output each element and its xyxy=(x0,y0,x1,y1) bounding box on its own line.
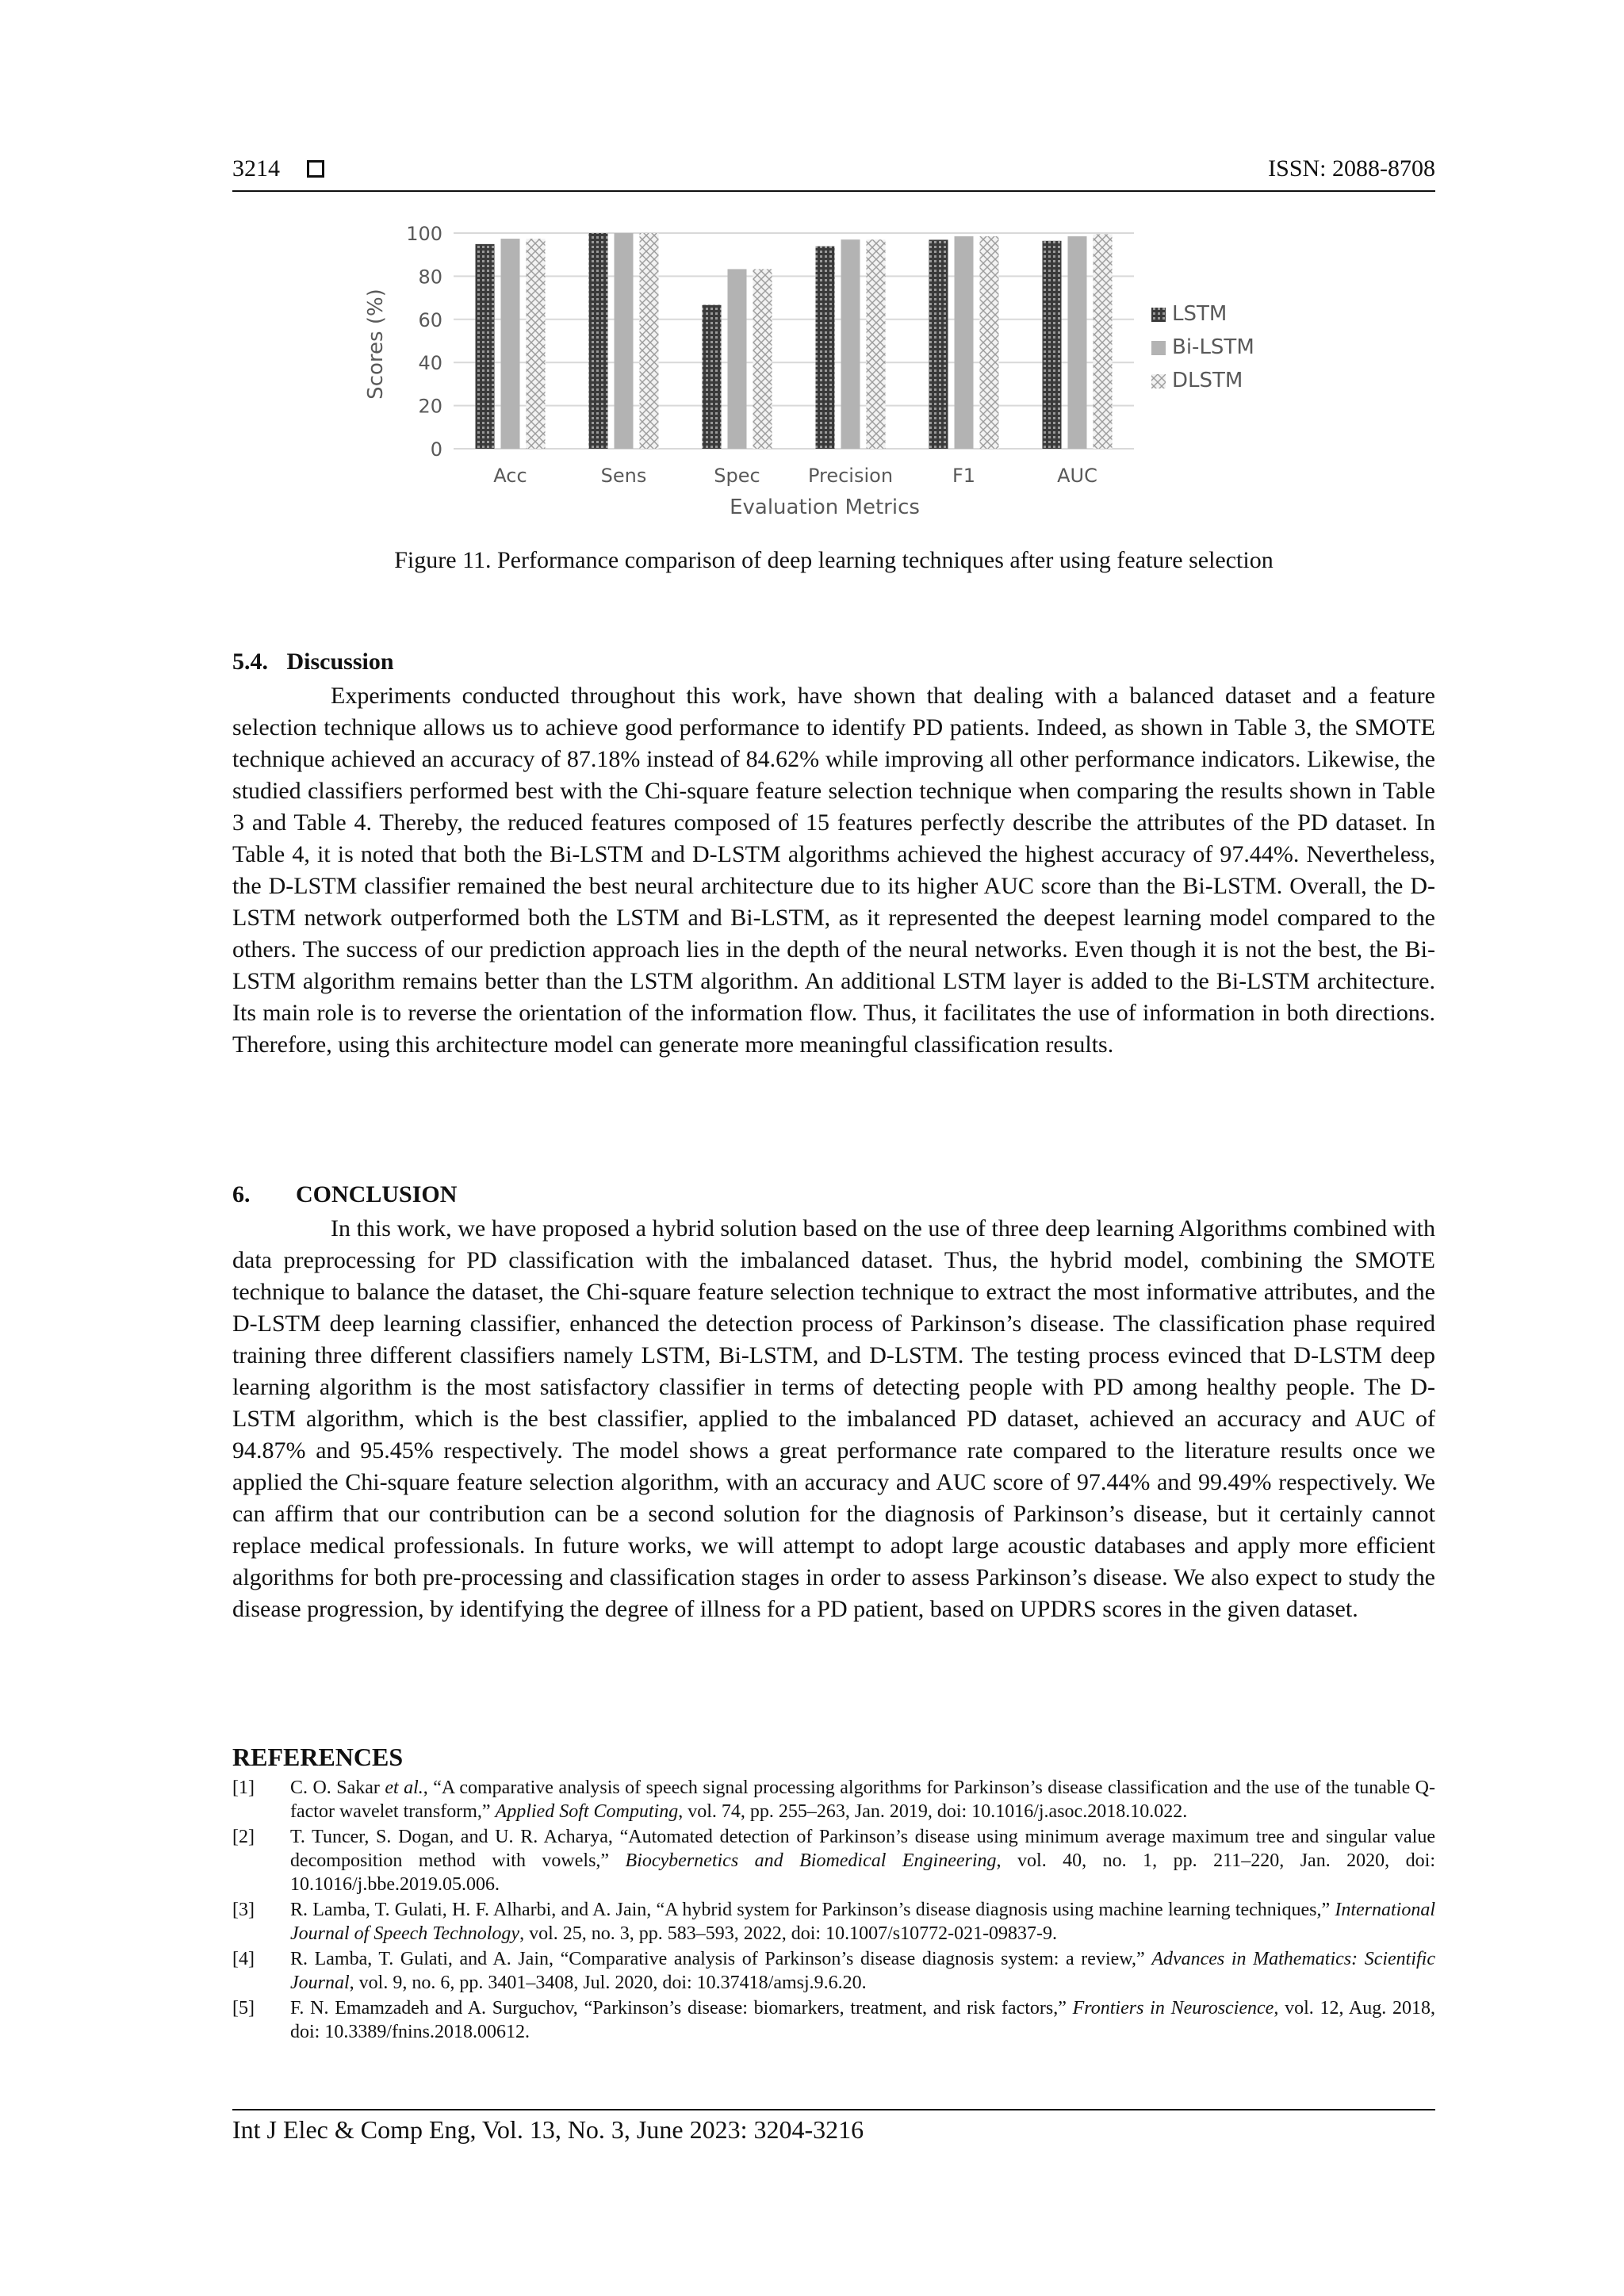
discussion-number: 5.4. xyxy=(232,649,268,675)
x-axis-label: Evaluation Metrics xyxy=(730,496,920,519)
bar-lstm-acc xyxy=(476,244,495,449)
y-tick-label: 60 xyxy=(418,308,442,331)
conclusion-heading xyxy=(232,1181,457,1208)
legend-swatch-dlstm xyxy=(1151,374,1166,388)
x-tick-label: F1 xyxy=(952,465,976,487)
reference-text: C. O. Sakar et al., “A comparative analysis of speech signal processing algorithms for Parkinson’s disease classification and the use of the tunable Q-factor wavelet transform,” Applied Soft Computing, vol. 74, pp. 255–263, Jan. 2019, doi: 10.1016/j.asoc.2018.10.022. xyxy=(290,1777,1436,1822)
bar-bi-lstm-spec xyxy=(728,269,747,449)
reference-text: F. N. Emamzadeh and A. Surguchov, “Parkinson’s disease: biomarkers, treatment, and risk factors,” Frontiers in Neuroscience, vol. 12, Aug. 2018, doi: 10.3389/fnins.2018.00612. xyxy=(290,1998,1436,2042)
conclusion-number: 6. xyxy=(232,1181,251,1207)
bar-bi-lstm-auc xyxy=(1068,236,1087,449)
issn: ISSN: 2088-8708 xyxy=(1268,155,1435,182)
x-tick-label: Spec xyxy=(714,465,760,487)
x-tick-label: AUC xyxy=(1057,465,1097,487)
y-tick-labels xyxy=(406,223,442,461)
y-axis-label: Scores (%) xyxy=(364,289,388,400)
legend-label: LSTM xyxy=(1172,302,1228,326)
square-bullet-icon xyxy=(307,160,324,178)
bar-lstm-spec xyxy=(703,305,722,449)
legend-label: Bi-LSTM xyxy=(1172,335,1254,359)
footer-citation: Int J Elec & Comp Eng, Vol. 13, No. 3, June 2023: 3204-3216 xyxy=(232,2115,864,2144)
bar-dlstm-f1 xyxy=(980,236,999,449)
reference-item xyxy=(232,1947,1435,1995)
reference-text: T. Tuncer, S. Dogan, and U. R. Acharya, “Automated detection of Parkinson’s disease using minimum average maximum tree and singular value decomposition method with vowels,” Biocybernetics and Biomedical Engineering, vol. 40, no. 1, pp. 211–220, Jan. 2020, doi: 10.1016/j.bbe.2019.05.006. xyxy=(290,1827,1435,1895)
legend-swatch-lstm xyxy=(1151,308,1166,322)
y-tick-label: 100 xyxy=(406,223,442,245)
discussion-heading xyxy=(232,649,394,675)
y-tick-label: 0 xyxy=(430,438,442,461)
reference-text: R. Lamba, T. Gulati, H. F. Alharbi, and A. Jain, “A hybrid system for Parkinson’s disease diagnosis using machine learning techniques,” International Journal of Speech Technology, vol. 25, no. 3, pp. 583–593, 2022, doi: 10.1007/s10772-021-09837-9. xyxy=(290,1900,1435,1944)
discussion-title: Discussion xyxy=(286,649,394,675)
x-tick-label: Sens xyxy=(600,465,647,487)
references-heading: REFERENCES xyxy=(232,1743,404,1771)
figure-caption: Figure 11. Performance comparison of deep learning techniques after using feature selection xyxy=(394,547,1274,573)
bar-dlstm-auc xyxy=(1094,234,1113,449)
conclusion-title: CONCLUSION xyxy=(296,1181,458,1207)
footer-rule xyxy=(232,2109,1435,2110)
bars xyxy=(476,233,1113,449)
x-tick-label: Acc xyxy=(493,465,527,487)
x-tick-label: Precision xyxy=(807,465,894,487)
reference-number: [5] xyxy=(232,1998,255,2019)
y-tick-label: 40 xyxy=(418,352,442,375)
conclusion-paragraph: In this work, we have proposed a hybrid solution based on the use of three deep learning Algorithms combined with data preprocessing for PD classification with the imbalanced dataset. Thus, the hybrid model, combining the SMOTE technique to balance the dataset, the Chi-square feature selection technique to extract the most informative attributes, and the D-LSTM deep learning classifier, enhanced the detection process of Parkinson’s disease. The classification phase required training three different classifiers namely LSTM, Bi-LSTM, and D-LSTM. The testing process evinced that D-LSTM deep learning algorithm is the most satisfactory classifier in terms of detecting people with PD among healthy people. The D-LSTM algorithm, which is the best classifier, applied to the imbalanced PD dataset, achieved an accuracy and AUC of 94.87% and 95.45% respectively. The model shows a great performance rate compared to the literature results once we applied the Chi-square feature selection algorithm, with an accuracy and AUC score of 97.44% and 99.49% respectively. We can affirm that our contribution can be a second solution for the diagnosis of Parkinson’s disease, but it certainly cannot replace medical professionals. In future works, we will attempt to adopt large acoustic databases and apply more efficient algorithms for both pre-processing and classification stages in order to assess Parkinson’s disease. We also expect to study the disease progression, by identifying the degree of illness for a PD patient, based on UPDRS scores in the given dataset. xyxy=(232,1215,1435,1622)
legend-swatch-bi-lstm xyxy=(1151,341,1166,355)
legend xyxy=(1151,302,1254,392)
bar-bi-lstm-precision xyxy=(841,239,860,449)
reference-number: [3] xyxy=(232,1900,255,1920)
reference-number: [2] xyxy=(232,1827,255,1847)
reference-item xyxy=(232,1825,1435,1896)
bar-dlstm-sens xyxy=(640,233,659,449)
bar-dlstm-precision xyxy=(867,239,886,449)
reference-item xyxy=(232,1898,1435,1946)
gridlines xyxy=(454,233,1134,449)
bar-lstm-auc xyxy=(1043,241,1062,449)
reference-number: [4] xyxy=(232,1949,255,1969)
y-tick-label: 80 xyxy=(418,266,442,289)
reference-text: R. Lamba, T. Gulati, and A. Jain, “Comparative analysis of Parkinson’s disease diagnosis system: a review,” Advances in Mathematics: Scientific Journal, vol. 9, no. 6, pp. 3401–3408, Jul. 2020, doi: 10.37418/amsj.9.6.20. xyxy=(290,1949,1436,1993)
page-number: 3214 xyxy=(232,155,280,182)
bar-bi-lstm-sens xyxy=(615,233,634,449)
references-list xyxy=(232,1776,1435,2045)
reference-number: [1] xyxy=(232,1777,255,1798)
bar-dlstm-spec xyxy=(753,269,772,449)
bar-lstm-sens xyxy=(589,233,608,449)
bar-lstm-f1 xyxy=(929,239,948,449)
y-tick-label: 20 xyxy=(418,395,442,418)
reference-item xyxy=(232,1776,1435,1823)
bar-chart xyxy=(349,208,1285,525)
legend-label: DLSTM xyxy=(1172,369,1243,392)
x-tick-labels xyxy=(493,465,1097,487)
discussion-paragraph: Experiments conducted throughout this work, have shown that dealing with a balanced dataset and a feature selection technique allows us to achieve good performance to identify PD patients. Indeed, as shown in Table 3, the SMOTE technique achieved an accuracy of 87.18% instead of 84.62% while improving all other performance indicators. Likewise, the studied classifiers performed best with the Chi-square feature selection technique when comparing the results shown in Table 3 and Table 4. Thereby, the reduced features composed of 15 features perfectly describe the attributes of the PD dataset. In Table 4, it is noted that both the Bi-LSTM and D-LSTM algorithms achieved the highest accuracy of 97.44%. Nevertheless, the D-LSTM classifier remained the best neural architecture due to its higher AUC score than the Bi-LSTM. Overall, the D-LSTM network outperformed both the LSTM and Bi-LSTM, as it represented the deepest learning model compared to the others. The success of our prediction approach lies in the depth of the neural networks. Even though it is not the best, the Bi-LSTM algorithm remains better than the LSTM algorithm. An additional LSTM layer is added to the Bi-LSTM architecture. Its main role is to reverse the orientation of the information flow. Thus, it facilitates the use of information in both directions. Therefore, using this architecture model can generate more meaningful classification results. xyxy=(232,683,1435,1058)
reference-item xyxy=(232,1996,1435,2044)
header-rule xyxy=(232,190,1435,192)
bar-bi-lstm-acc xyxy=(501,239,520,449)
bar-dlstm-acc xyxy=(527,239,546,449)
page-header-left xyxy=(232,155,324,182)
bar-lstm-precision xyxy=(816,247,835,449)
bar-bi-lstm-f1 xyxy=(955,236,974,449)
